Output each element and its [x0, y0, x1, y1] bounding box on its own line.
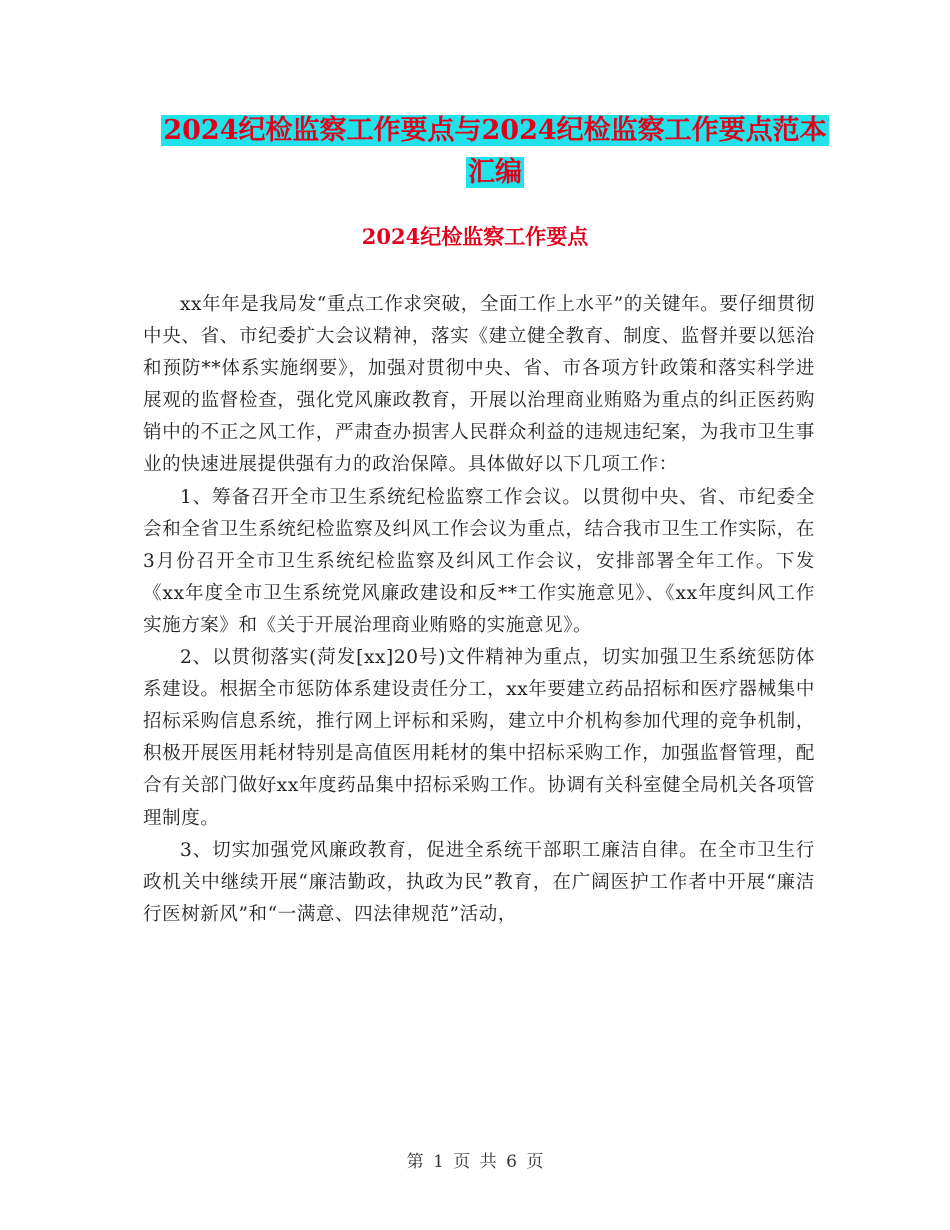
- document-body: [143, 289, 815, 931]
- title-line-2: 汇编: [468, 157, 522, 188]
- section-title: 2024纪检监察工作要点: [361, 224, 589, 249]
- document-title: [150, 110, 840, 194]
- page-footer: 第 1 页 共 6 页: [406, 1152, 544, 1172]
- paragraph-item-1: 1、筹备召开全市卫生系统纪检监察工作会议。以贯彻中央、省、市纪委全会和全省卫生系统纪检监察及纠风工作会议为重点，结合我市卫生工作实际，在3月份召开全市卫生系统纪检监察及纠风工作会议，安排部署全年工作。下发《xx年度全市卫生系统党风廉政建设和反**工作实施意见》、《xx年度纠风工作实施方案》和《关于开展治理商业贿赂的实施意见》。: [143, 486, 815, 636]
- paragraph-intro: xx年年是我局发“重点工作求突破，全面工作上水平”的关键年。要仔细贯彻中央、省、市纪委扩大会议精神，落实《建立健全教育、制度、监督并要以惩治和预防**体系实施纲要》，加强对贯彻中央、省、市各项方针政策和落实科学进展观的监督检查，强化党风廉政教育，开展以治理商业贿赂为重点的纠正医药购销中的不正之风工作，严肃查办损害人民群众利益的违规违纪案，为我市卫生事业的快速进展提供强有力的政治保障。具体做好以下几项工作：: [143, 294, 815, 476]
- title-line-1: 2024纪检监察工作要点与2024纪检监察工作要点范本: [163, 115, 827, 146]
- paragraph-item-2: 2、以贯彻落实(菏发[xx]20号)文件精神为重点，切实加强卫生系统惩防体系建设。根据全市惩防体系建设责任分工，xx年要建立药品招标和医疗器械集中招标采购信息系统，推行网上评标和采购，建立中介机构参加代理的竞争机制，积极开展医用耗材特别是高值医用耗材的集中招标采购工作，加强监督管理，配合有关部门做好xx年度药品集中招标采购工作。协调有关科室健全局机关各项管理制度。: [143, 647, 815, 829]
- paragraph-item-3: 3、切实加强党风廉政教育，促进全系统干部职工廉洁自律。在全市卫生行政机关中继续开展“廉洁勤政，执政为民”教育，在广阔医护工作者中开展“廉洁行医树新风”和“一满意、四法律规范”活动，: [143, 839, 815, 925]
